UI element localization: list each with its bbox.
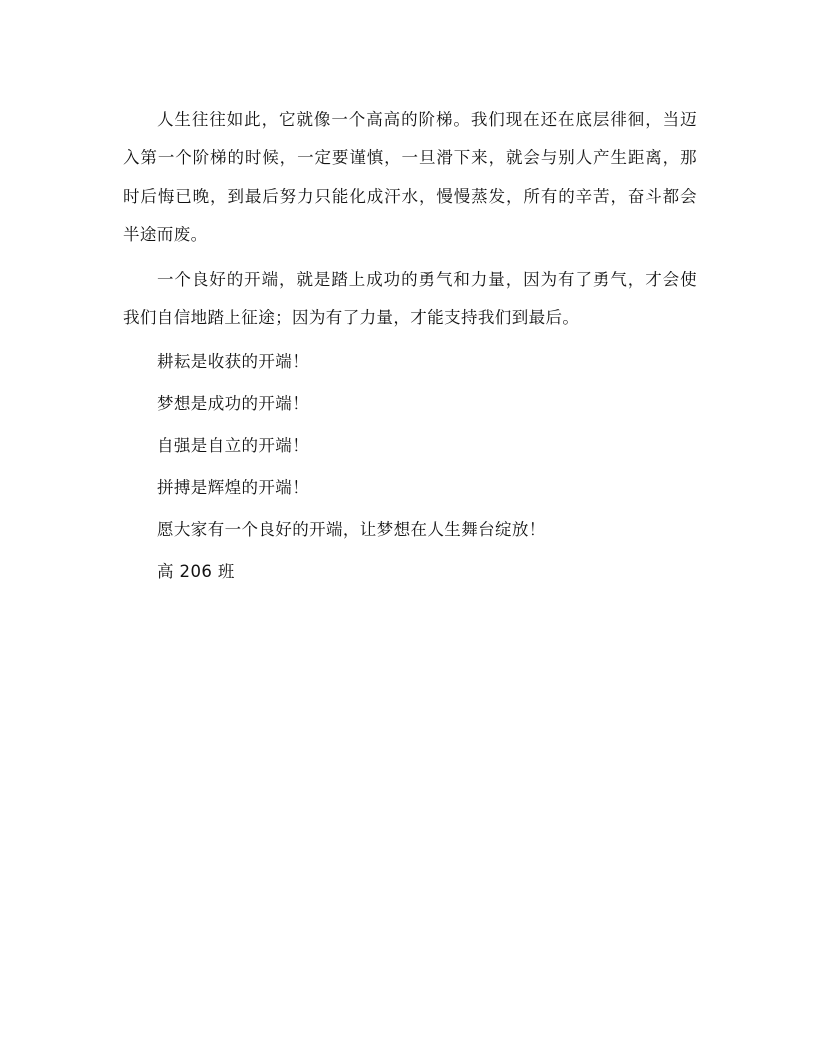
line-dream: 梦想是成功的开端！: [157, 394, 310, 414]
paragraph-ladder: 人生往往如此，它就像一个高高的阶梯。我们现在还在底层徘徊，当迈入第一个阶梯的时候，一定要谨慎，一旦滑下来，就会与别人产生距离，那时后悔已晚，到最后努力只能化成汗水，慢慢蒸发，所有的辛苦，奋斗都会半途而废。: [123, 110, 697, 245]
line-wish: 愿大家有一个良好的开端，让梦想在人生舞台绽放！: [157, 520, 546, 540]
line-cultivation: 耕耘是收获的开端！: [157, 352, 310, 372]
signature-class: 高 206 班: [157, 562, 235, 582]
line-self-strength: 自强是自立的开端！: [157, 436, 310, 456]
paragraph-good-start: 一个良好的开端，就是踏上成功的勇气和力量，因为有了勇气，才会使我们自信地踏上征途；因为有了力量，才能支持我们到最后。: [123, 269, 697, 328]
document-body: [123, 101, 697, 595]
line-struggle: 拼搏是辉煌的开端！: [157, 478, 310, 498]
